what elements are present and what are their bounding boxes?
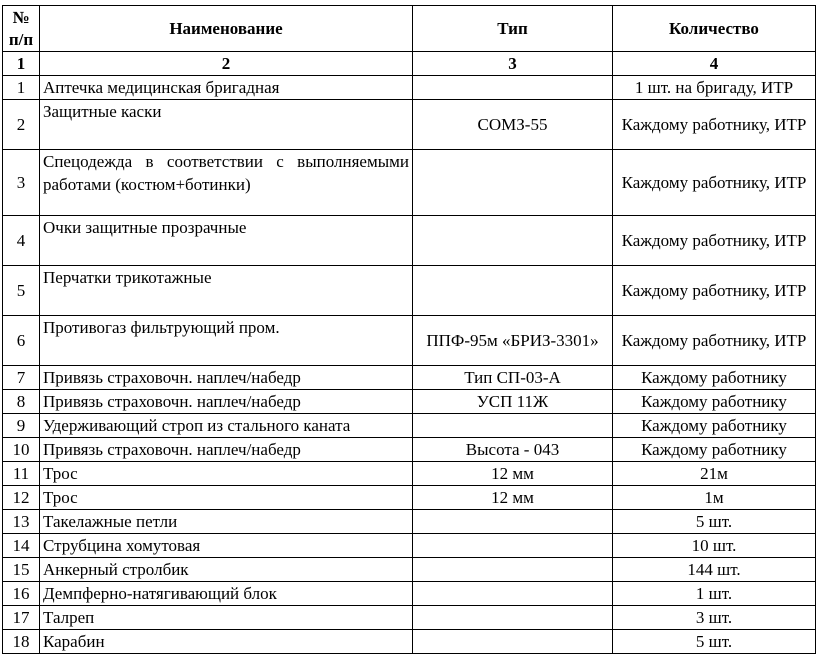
row-qty: 3 шт. [613, 606, 816, 630]
header-row [3, 6, 816, 52]
row-qty: 1 шт. [613, 582, 816, 606]
row-type: УСП 11Ж [413, 390, 613, 414]
table-row [3, 630, 816, 654]
equipment-table [2, 5, 816, 654]
row-number: 11 [3, 462, 40, 486]
table-row [3, 510, 816, 534]
row-number: 3 [3, 150, 40, 216]
row-type: Высота - 043 [413, 438, 613, 462]
col-number: 4 [613, 52, 816, 76]
row-qty: Каждому работнику [613, 414, 816, 438]
row-type [413, 558, 613, 582]
row-qty: 10 шт. [613, 534, 816, 558]
row-name: Удерживающий строп из стального каната [40, 414, 413, 438]
row-qty: Каждому работнику, ИТР [613, 266, 816, 316]
row-name: Аптечка медицинская бригадная [40, 76, 413, 100]
row-number: 18 [3, 630, 40, 654]
row-qty: 5 шт. [613, 510, 816, 534]
table-row [3, 438, 816, 462]
row-number: 14 [3, 534, 40, 558]
row-number: 7 [3, 366, 40, 390]
table-row [3, 558, 816, 582]
row-qty: 1м [613, 486, 816, 510]
row-number: 6 [3, 316, 40, 366]
table-row [3, 414, 816, 438]
row-number: 9 [3, 414, 40, 438]
row-number: 5 [3, 266, 40, 316]
row-name: Трос [40, 462, 413, 486]
row-qty: Каждому работнику, ИТР [613, 316, 816, 366]
row-qty: 1 шт. на бригаду, ИТР [613, 76, 816, 100]
table-row [3, 534, 816, 558]
row-type: ППФ-95м «БРИЗ-3301» [413, 316, 613, 366]
column-number-row [3, 52, 816, 76]
row-name: Струбцина хомутовая [40, 534, 413, 558]
row-type: Тип СП-03-А [413, 366, 613, 390]
row-name: Спецодежда в соответствии с выполняемыми работами (костюм+ботинки) [40, 150, 413, 216]
row-name: Очки защитные прозрачные [40, 216, 413, 266]
row-qty: Каждому работнику [613, 390, 816, 414]
table-row [3, 606, 816, 630]
row-number: 1 [3, 76, 40, 100]
row-type [413, 606, 613, 630]
row-number: 15 [3, 558, 40, 582]
row-type [413, 534, 613, 558]
header-type: Тип [413, 6, 613, 52]
row-name: Защитные каски [40, 100, 413, 150]
table-row [3, 100, 816, 150]
row-qty: 21м [613, 462, 816, 486]
row-qty: Каждому работнику, ИТР [613, 100, 816, 150]
table-row [3, 76, 816, 100]
row-name: Карабин [40, 630, 413, 654]
table-row [3, 486, 816, 510]
row-type [413, 414, 613, 438]
row-number: 13 [3, 510, 40, 534]
row-name: Привязь страховочн. наплеч/набедр [40, 390, 413, 414]
row-number: 2 [3, 100, 40, 150]
table-row [3, 582, 816, 606]
row-number: 12 [3, 486, 40, 510]
row-name: Привязь страховочн. наплеч/набедр [40, 366, 413, 390]
row-qty: Каждому работнику, ИТР [613, 216, 816, 266]
row-name: Трос [40, 486, 413, 510]
row-type [413, 76, 613, 100]
row-qty: Каждому работнику [613, 366, 816, 390]
row-number: 8 [3, 390, 40, 414]
col-number: 2 [40, 52, 413, 76]
row-type [413, 582, 613, 606]
table-row [3, 216, 816, 266]
row-number: 4 [3, 216, 40, 266]
table-row [3, 390, 816, 414]
table-row [3, 266, 816, 316]
col-number: 3 [413, 52, 613, 76]
table-row [3, 316, 816, 366]
row-name: Талреп [40, 606, 413, 630]
table-row [3, 462, 816, 486]
col-number: 1 [3, 52, 40, 76]
row-name: Перчатки трикотажные [40, 266, 413, 316]
row-name: Привязь страховочн. наплеч/набедр [40, 438, 413, 462]
row-name: Противогаз фильтрующий пром. [40, 316, 413, 366]
row-name: Такелажные петли [40, 510, 413, 534]
row-name: Анкерный стролбик [40, 558, 413, 582]
row-type: СОМЗ-55 [413, 100, 613, 150]
table-row [3, 366, 816, 390]
header-qty: Количество [613, 6, 816, 52]
row-number: 10 [3, 438, 40, 462]
row-type: 12 мм [413, 462, 613, 486]
row-number: 17 [3, 606, 40, 630]
table-row [3, 150, 816, 216]
row-qty: Каждому работнику, ИТР [613, 150, 816, 216]
row-type [413, 266, 613, 316]
row-name: Демпферно-натягивающий блок [40, 582, 413, 606]
header-num: № п/п [3, 6, 40, 52]
row-type [413, 216, 613, 266]
row-type [413, 150, 613, 216]
row-type [413, 630, 613, 654]
row-number: 16 [3, 582, 40, 606]
row-qty: 5 шт. [613, 630, 816, 654]
row-qty: Каждому работнику [613, 438, 816, 462]
row-type [413, 510, 613, 534]
header-name: Наименование [40, 6, 413, 52]
row-type: 12 мм [413, 486, 613, 510]
row-qty: 144 шт. [613, 558, 816, 582]
